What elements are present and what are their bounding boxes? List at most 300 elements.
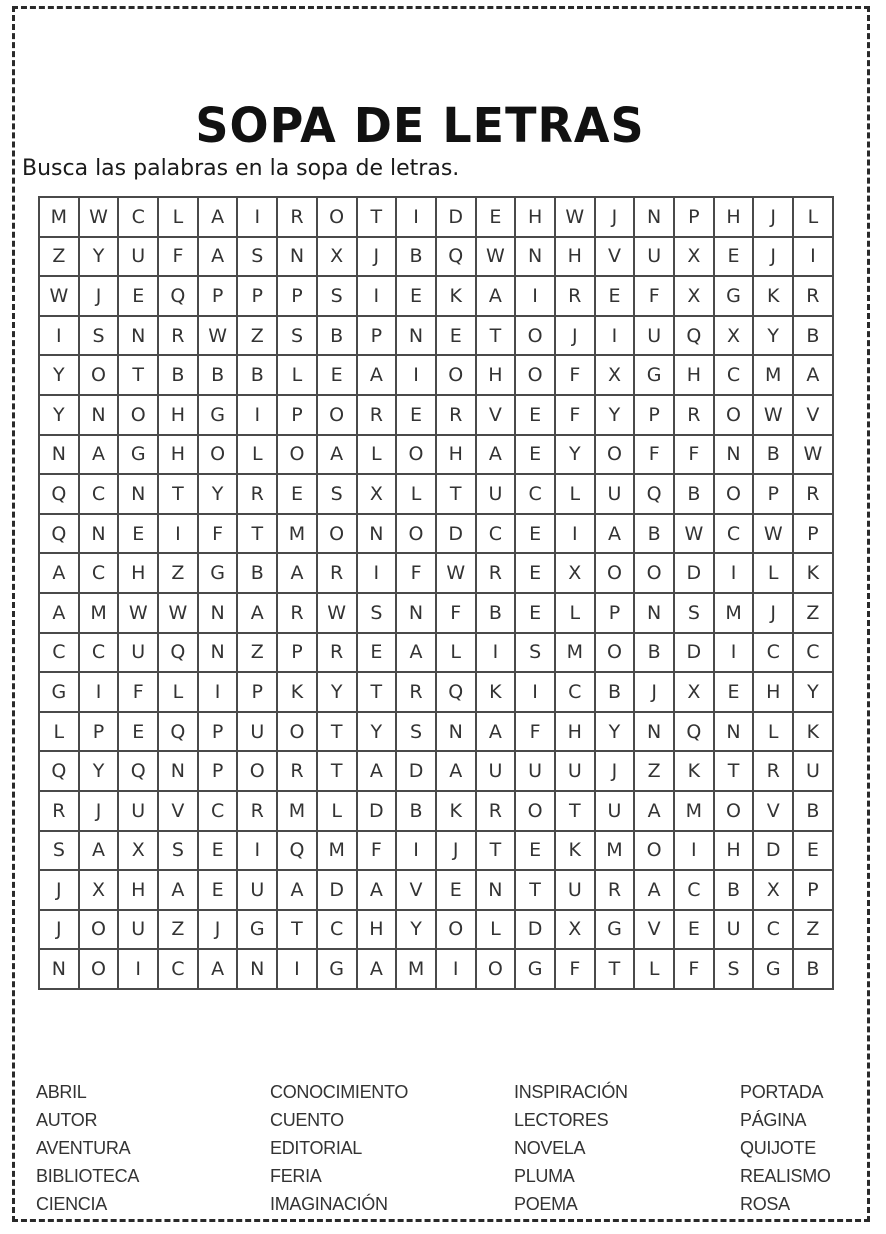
grid-cell[interactable]: Y xyxy=(793,672,833,712)
grid-cell[interactable]: P xyxy=(277,276,317,316)
grid-cell[interactable]: N xyxy=(158,751,198,791)
grid-cell[interactable]: D xyxy=(396,751,436,791)
grid-cell[interactable]: H xyxy=(515,197,555,237)
grid-cell[interactable]: L xyxy=(634,949,674,989)
grid-cell[interactable]: S xyxy=(714,949,754,989)
grid-cell[interactable]: K xyxy=(793,712,833,752)
grid-cell[interactable]: A xyxy=(198,237,238,277)
grid-cell[interactable]: E xyxy=(515,593,555,633)
grid-cell[interactable]: F xyxy=(555,355,595,395)
grid-cell[interactable]: C xyxy=(39,633,79,673)
grid-cell[interactable]: A xyxy=(198,949,238,989)
grid-cell[interactable]: M xyxy=(595,831,635,871)
grid-cell[interactable]: N xyxy=(79,395,119,435)
grid-cell[interactable]: Y xyxy=(79,237,119,277)
grid-cell[interactable]: G xyxy=(198,395,238,435)
grid-cell[interactable]: C xyxy=(118,197,158,237)
grid-cell[interactable]: G xyxy=(634,355,674,395)
grid-cell[interactable]: E xyxy=(118,712,158,752)
grid-cell[interactable]: O xyxy=(515,316,555,356)
grid-cell[interactable]: V xyxy=(158,791,198,831)
grid-cell[interactable]: L xyxy=(555,474,595,514)
grid-cell[interactable]: T xyxy=(357,197,397,237)
grid-cell[interactable]: M xyxy=(39,197,79,237)
grid-cell[interactable]: C xyxy=(79,474,119,514)
grid-cell[interactable]: L xyxy=(317,791,357,831)
grid-cell[interactable]: O xyxy=(714,791,754,831)
grid-cell[interactable]: K xyxy=(436,791,476,831)
grid-cell[interactable]: S xyxy=(237,237,277,277)
grid-cell[interactable]: Q xyxy=(39,751,79,791)
grid-cell[interactable]: E xyxy=(793,831,833,871)
grid-cell[interactable]: A xyxy=(79,435,119,475)
grid-cell[interactable]: I xyxy=(237,831,277,871)
grid-cell[interactable]: H xyxy=(158,395,198,435)
grid-cell[interactable]: Y xyxy=(317,672,357,712)
grid-cell[interactable]: L xyxy=(555,593,595,633)
grid-cell[interactable]: N xyxy=(118,316,158,356)
grid-cell[interactable]: C xyxy=(317,910,357,950)
grid-cell[interactable]: M xyxy=(79,593,119,633)
grid-cell[interactable]: C xyxy=(753,633,793,673)
grid-cell[interactable]: Z xyxy=(158,553,198,593)
grid-cell[interactable]: N xyxy=(396,593,436,633)
grid-cell[interactable]: B xyxy=(793,949,833,989)
grid-cell[interactable]: J xyxy=(198,910,238,950)
grid-cell[interactable]: W xyxy=(436,553,476,593)
grid-cell[interactable]: T xyxy=(317,712,357,752)
grid-cell[interactable]: W xyxy=(793,435,833,475)
grid-cell[interactable]: O xyxy=(198,435,238,475)
grid-cell[interactable]: P xyxy=(198,751,238,791)
grid-cell[interactable]: L xyxy=(793,197,833,237)
grid-cell[interactable]: S xyxy=(357,593,397,633)
grid-cell[interactable]: Y xyxy=(198,474,238,514)
grid-cell[interactable]: P xyxy=(237,672,277,712)
grid-cell[interactable]: B xyxy=(753,435,793,475)
grid-cell[interactable]: D xyxy=(357,791,397,831)
grid-cell[interactable]: H xyxy=(753,672,793,712)
grid-cell[interactable]: L xyxy=(237,435,277,475)
grid-cell[interactable]: A xyxy=(39,553,79,593)
grid-cell[interactable]: Q xyxy=(158,712,198,752)
grid-cell[interactable]: D xyxy=(436,514,476,554)
grid-cell[interactable]: E xyxy=(396,395,436,435)
grid-cell[interactable]: F xyxy=(674,435,714,475)
grid-cell[interactable]: S xyxy=(158,831,198,871)
grid-cell[interactable]: Z xyxy=(237,633,277,673)
grid-cell[interactable]: E xyxy=(515,395,555,435)
grid-cell[interactable]: A xyxy=(158,870,198,910)
grid-cell[interactable]: R xyxy=(674,395,714,435)
grid-cell[interactable]: O xyxy=(515,791,555,831)
grid-cell[interactable]: H xyxy=(476,355,516,395)
grid-cell[interactable]: U xyxy=(555,751,595,791)
grid-cell[interactable]: A xyxy=(396,633,436,673)
grid-cell[interactable]: O xyxy=(436,910,476,950)
grid-cell[interactable]: U xyxy=(476,474,516,514)
grid-cell[interactable]: I xyxy=(158,514,198,554)
grid-cell[interactable]: N xyxy=(396,316,436,356)
grid-cell[interactable]: D xyxy=(317,870,357,910)
grid-cell[interactable]: B xyxy=(237,355,277,395)
grid-cell[interactable]: Y xyxy=(79,751,119,791)
grid-cell[interactable]: V xyxy=(634,910,674,950)
grid-cell[interactable]: O xyxy=(515,355,555,395)
grid-cell[interactable]: Q xyxy=(39,514,79,554)
grid-cell[interactable]: J xyxy=(79,791,119,831)
grid-cell[interactable]: N xyxy=(118,474,158,514)
grid-cell[interactable]: E xyxy=(277,474,317,514)
grid-cell[interactable]: M xyxy=(317,831,357,871)
grid-cell[interactable]: V xyxy=(595,237,635,277)
grid-cell[interactable]: F xyxy=(396,553,436,593)
grid-cell[interactable]: J xyxy=(357,237,397,277)
grid-cell[interactable]: Y xyxy=(595,712,635,752)
grid-cell[interactable]: C xyxy=(555,672,595,712)
grid-cell[interactable]: T xyxy=(555,791,595,831)
grid-cell[interactable]: I xyxy=(793,237,833,277)
grid-cell[interactable]: U xyxy=(118,791,158,831)
grid-cell[interactable]: R xyxy=(237,791,277,831)
grid-cell[interactable]: R xyxy=(317,553,357,593)
grid-cell[interactable]: R xyxy=(396,672,436,712)
grid-cell[interactable]: H xyxy=(555,237,595,277)
grid-cell[interactable]: M xyxy=(277,791,317,831)
grid-cell[interactable]: E xyxy=(198,831,238,871)
grid-cell[interactable]: G xyxy=(595,910,635,950)
grid-cell[interactable]: U xyxy=(634,237,674,277)
grid-cell[interactable]: U xyxy=(793,751,833,791)
grid-cell[interactable]: R xyxy=(793,276,833,316)
grid-cell[interactable]: X xyxy=(753,870,793,910)
grid-cell[interactable]: W xyxy=(753,514,793,554)
grid-cell[interactable]: L xyxy=(476,910,516,950)
grid-cell[interactable]: C xyxy=(79,553,119,593)
grid-cell[interactable]: O xyxy=(79,949,119,989)
grid-cell[interactable]: I xyxy=(476,633,516,673)
grid-cell[interactable]: R xyxy=(158,316,198,356)
grid-cell[interactable]: X xyxy=(714,316,754,356)
grid-cell[interactable]: N xyxy=(476,870,516,910)
grid-cell[interactable]: P xyxy=(277,633,317,673)
grid-cell[interactable]: A xyxy=(436,751,476,791)
grid-cell[interactable]: L xyxy=(158,197,198,237)
grid-cell[interactable]: O xyxy=(396,435,436,475)
grid-cell[interactable]: D xyxy=(515,910,555,950)
grid-cell[interactable]: X xyxy=(555,910,595,950)
grid-cell[interactable]: S xyxy=(277,316,317,356)
grid-cell[interactable]: G xyxy=(714,276,754,316)
grid-cell[interactable]: O xyxy=(79,910,119,950)
grid-cell[interactable]: U xyxy=(118,633,158,673)
grid-cell[interactable]: Y xyxy=(595,395,635,435)
grid-cell[interactable]: I xyxy=(198,672,238,712)
grid-cell[interactable]: N xyxy=(39,435,79,475)
grid-cell[interactable]: K xyxy=(753,276,793,316)
grid-cell[interactable]: R xyxy=(277,593,317,633)
grid-cell[interactable]: U xyxy=(118,237,158,277)
grid-cell[interactable]: Q xyxy=(436,237,476,277)
grid-cell[interactable]: R xyxy=(793,474,833,514)
grid-cell[interactable]: G xyxy=(515,949,555,989)
grid-cell[interactable]: G xyxy=(753,949,793,989)
grid-cell[interactable]: A xyxy=(634,791,674,831)
grid-cell[interactable]: E xyxy=(357,633,397,673)
grid-cell[interactable]: Z xyxy=(793,910,833,950)
grid-cell[interactable]: B xyxy=(237,553,277,593)
grid-cell[interactable]: X xyxy=(79,870,119,910)
grid-cell[interactable]: O xyxy=(277,435,317,475)
grid-cell[interactable]: N xyxy=(436,712,476,752)
grid-cell[interactable]: G xyxy=(317,949,357,989)
grid-cell[interactable]: H xyxy=(158,435,198,475)
grid-cell[interactable]: H xyxy=(674,355,714,395)
grid-cell[interactable]: N xyxy=(357,514,397,554)
grid-cell[interactable]: U xyxy=(118,910,158,950)
grid-cell[interactable]: E xyxy=(436,316,476,356)
grid-cell[interactable]: L xyxy=(39,712,79,752)
grid-cell[interactable]: E xyxy=(515,553,555,593)
grid-cell[interactable]: I xyxy=(396,355,436,395)
grid-cell[interactable]: H xyxy=(118,553,158,593)
grid-cell[interactable]: S xyxy=(79,316,119,356)
grid-cell[interactable]: F xyxy=(634,435,674,475)
grid-cell[interactable]: B xyxy=(714,870,754,910)
grid-cell[interactable]: L xyxy=(158,672,198,712)
grid-cell[interactable]: F xyxy=(634,276,674,316)
grid-cell[interactable]: P xyxy=(237,276,277,316)
grid-cell[interactable]: I xyxy=(79,672,119,712)
grid-cell[interactable]: G xyxy=(198,553,238,593)
grid-cell[interactable]: E xyxy=(118,276,158,316)
grid-cell[interactable]: X xyxy=(595,355,635,395)
grid-cell[interactable]: I xyxy=(515,276,555,316)
grid-cell[interactable]: H xyxy=(555,712,595,752)
grid-cell[interactable]: W xyxy=(674,514,714,554)
grid-cell[interactable]: A xyxy=(595,514,635,554)
grid-cell[interactable]: A xyxy=(317,435,357,475)
grid-cell[interactable]: S xyxy=(674,593,714,633)
grid-cell[interactable]: J xyxy=(436,831,476,871)
grid-cell[interactable]: T xyxy=(436,474,476,514)
grid-cell[interactable]: Q xyxy=(674,316,714,356)
grid-cell[interactable]: K xyxy=(793,553,833,593)
grid-cell[interactable]: N xyxy=(634,197,674,237)
grid-cell[interactable]: N xyxy=(714,712,754,752)
grid-cell[interactable]: S xyxy=(396,712,436,752)
grid-cell[interactable]: U xyxy=(237,870,277,910)
grid-cell[interactable]: N xyxy=(714,435,754,475)
grid-cell[interactable]: Y xyxy=(555,435,595,475)
grid-cell[interactable]: J xyxy=(753,197,793,237)
grid-cell[interactable]: Y xyxy=(753,316,793,356)
grid-cell[interactable]: R xyxy=(555,276,595,316)
grid-cell[interactable]: E xyxy=(198,870,238,910)
grid-cell[interactable]: Q xyxy=(39,474,79,514)
grid-cell[interactable]: E xyxy=(714,672,754,712)
grid-cell[interactable]: N xyxy=(198,593,238,633)
grid-cell[interactable]: N xyxy=(515,237,555,277)
grid-cell[interactable]: O xyxy=(714,395,754,435)
grid-cell[interactable]: E xyxy=(714,237,754,277)
grid-cell[interactable]: J xyxy=(753,593,793,633)
grid-cell[interactable]: Z xyxy=(237,316,277,356)
grid-cell[interactable]: Q xyxy=(277,831,317,871)
grid-cell[interactable]: C xyxy=(674,870,714,910)
grid-cell[interactable]: L xyxy=(396,474,436,514)
grid-cell[interactable]: A xyxy=(476,712,516,752)
grid-cell[interactable]: O xyxy=(436,355,476,395)
grid-cell[interactable]: W xyxy=(476,237,516,277)
grid-cell[interactable]: Q xyxy=(158,633,198,673)
grid-cell[interactable]: E xyxy=(118,514,158,554)
grid-cell[interactable]: G xyxy=(118,435,158,475)
grid-cell[interactable]: O xyxy=(595,553,635,593)
grid-cell[interactable]: T xyxy=(237,514,277,554)
grid-cell[interactable]: M xyxy=(277,514,317,554)
grid-cell[interactable]: K xyxy=(277,672,317,712)
grid-cell[interactable]: N xyxy=(79,514,119,554)
grid-cell[interactable]: K xyxy=(555,831,595,871)
grid-cell[interactable]: A xyxy=(237,593,277,633)
grid-cell[interactable]: A xyxy=(277,870,317,910)
grid-cell[interactable]: Q xyxy=(674,712,714,752)
grid-cell[interactable]: K xyxy=(436,276,476,316)
grid-cell[interactable]: J xyxy=(555,316,595,356)
grid-cell[interactable]: Q xyxy=(634,474,674,514)
grid-cell[interactable]: E xyxy=(515,831,555,871)
grid-cell[interactable]: C xyxy=(793,633,833,673)
grid-cell[interactable]: A xyxy=(634,870,674,910)
grid-cell[interactable]: R xyxy=(476,553,516,593)
grid-cell[interactable]: L xyxy=(277,355,317,395)
grid-cell[interactable]: A xyxy=(357,870,397,910)
grid-cell[interactable]: P xyxy=(793,514,833,554)
grid-cell[interactable]: F xyxy=(515,712,555,752)
grid-cell[interactable]: O xyxy=(317,395,357,435)
grid-cell[interactable]: A xyxy=(793,355,833,395)
grid-cell[interactable]: E xyxy=(476,197,516,237)
grid-cell[interactable]: X xyxy=(118,831,158,871)
grid-cell[interactable]: I xyxy=(357,553,397,593)
grid-cell[interactable]: H xyxy=(357,910,397,950)
grid-cell[interactable]: T xyxy=(595,949,635,989)
grid-cell[interactable]: C xyxy=(198,791,238,831)
grid-cell[interactable]: T xyxy=(277,910,317,950)
grid-cell[interactable]: P xyxy=(198,276,238,316)
grid-cell[interactable]: J xyxy=(39,870,79,910)
grid-cell[interactable]: Y xyxy=(39,355,79,395)
grid-cell[interactable]: B xyxy=(674,474,714,514)
grid-cell[interactable]: S xyxy=(39,831,79,871)
grid-cell[interactable]: O xyxy=(396,514,436,554)
grid-cell[interactable]: L xyxy=(753,553,793,593)
grid-cell[interactable]: N xyxy=(634,593,674,633)
grid-cell[interactable]: I xyxy=(396,197,436,237)
grid-cell[interactable]: I xyxy=(515,672,555,712)
grid-cell[interactable]: C xyxy=(79,633,119,673)
grid-cell[interactable]: T xyxy=(515,870,555,910)
grid-cell[interactable]: I xyxy=(237,395,277,435)
grid-cell[interactable]: A xyxy=(357,751,397,791)
grid-cell[interactable]: H xyxy=(714,831,754,871)
grid-cell[interactable]: I xyxy=(674,831,714,871)
grid-cell[interactable]: T xyxy=(158,474,198,514)
grid-cell[interactable]: U xyxy=(634,316,674,356)
grid-cell[interactable]: U xyxy=(595,791,635,831)
grid-cell[interactable]: I xyxy=(396,831,436,871)
grid-cell[interactable]: W xyxy=(317,593,357,633)
grid-cell[interactable]: R xyxy=(753,751,793,791)
grid-cell[interactable]: E xyxy=(317,355,357,395)
grid-cell[interactable]: U xyxy=(515,751,555,791)
grid-cell[interactable]: F xyxy=(555,949,595,989)
grid-cell[interactable]: C xyxy=(476,514,516,554)
grid-cell[interactable]: C xyxy=(515,474,555,514)
grid-cell[interactable]: R xyxy=(317,633,357,673)
grid-cell[interactable]: T xyxy=(714,751,754,791)
grid-cell[interactable]: O xyxy=(634,553,674,593)
grid-cell[interactable]: O xyxy=(595,435,635,475)
grid-cell[interactable]: W xyxy=(118,593,158,633)
grid-cell[interactable]: L xyxy=(436,633,476,673)
grid-cell[interactable]: T xyxy=(317,751,357,791)
grid-cell[interactable]: I xyxy=(555,514,595,554)
grid-cell[interactable]: O xyxy=(79,355,119,395)
grid-cell[interactable]: E xyxy=(436,870,476,910)
grid-cell[interactable]: R xyxy=(277,751,317,791)
grid-cell[interactable]: Q xyxy=(118,751,158,791)
grid-cell[interactable]: C xyxy=(753,910,793,950)
grid-cell[interactable]: X xyxy=(317,237,357,277)
grid-cell[interactable]: P xyxy=(357,316,397,356)
grid-cell[interactable]: S xyxy=(317,276,357,316)
grid-cell[interactable]: A xyxy=(79,831,119,871)
grid-cell[interactable]: E xyxy=(595,276,635,316)
grid-cell[interactable]: I xyxy=(595,316,635,356)
grid-cell[interactable]: W xyxy=(158,593,198,633)
grid-cell[interactable]: D xyxy=(753,831,793,871)
grid-cell[interactable]: G xyxy=(39,672,79,712)
grid-cell[interactable]: B xyxy=(793,791,833,831)
grid-cell[interactable]: M xyxy=(674,791,714,831)
grid-cell[interactable]: J xyxy=(634,672,674,712)
grid-cell[interactable]: V xyxy=(396,870,436,910)
grid-cell[interactable]: F xyxy=(555,395,595,435)
grid-cell[interactable]: D xyxy=(436,197,476,237)
grid-cell[interactable]: O xyxy=(714,474,754,514)
grid-cell[interactable]: B xyxy=(595,672,635,712)
grid-cell[interactable]: N xyxy=(198,633,238,673)
grid-cell[interactable]: P xyxy=(753,474,793,514)
grid-cell[interactable]: P xyxy=(198,712,238,752)
grid-cell[interactable]: V xyxy=(793,395,833,435)
grid-cell[interactable]: P xyxy=(79,712,119,752)
grid-cell[interactable]: X xyxy=(674,672,714,712)
grid-cell[interactable]: A xyxy=(357,355,397,395)
grid-cell[interactable]: O xyxy=(277,712,317,752)
grid-cell[interactable]: R xyxy=(436,395,476,435)
grid-cell[interactable]: O xyxy=(317,514,357,554)
grid-cell[interactable]: R xyxy=(595,870,635,910)
grid-cell[interactable]: P xyxy=(793,870,833,910)
grid-cell[interactable]: B xyxy=(317,316,357,356)
grid-cell[interactable]: U xyxy=(714,910,754,950)
grid-cell[interactable]: X xyxy=(357,474,397,514)
grid-cell[interactable]: W xyxy=(555,197,595,237)
grid-cell[interactable]: T xyxy=(476,316,516,356)
